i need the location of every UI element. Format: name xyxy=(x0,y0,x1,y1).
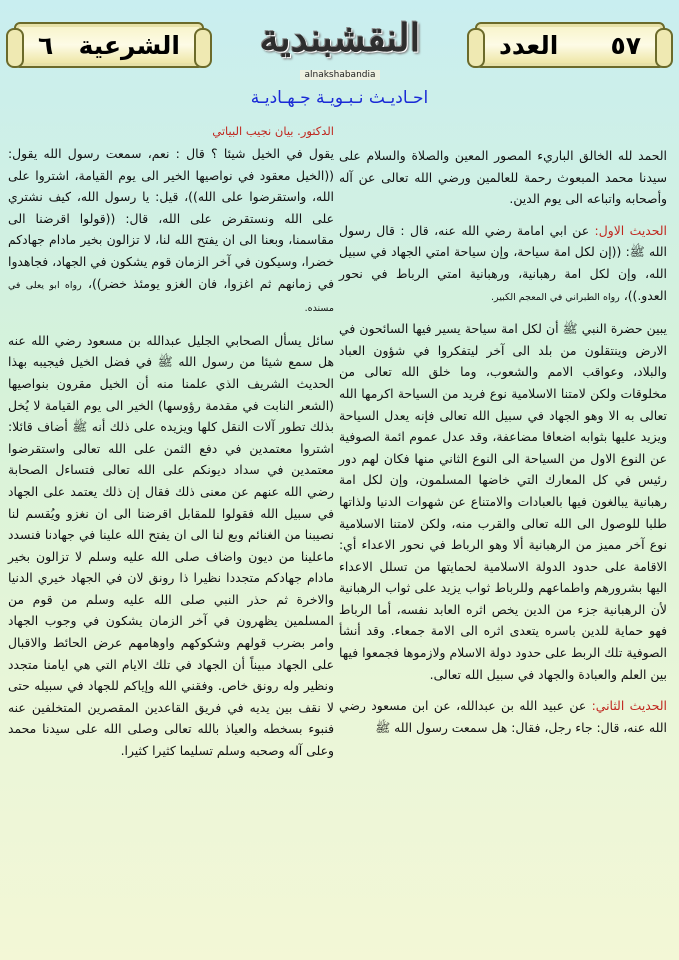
hadith-1-source: رواه الطبراني في المعجم الكبير. xyxy=(490,291,620,303)
page-header xyxy=(0,0,679,95)
author-name: الدكتور. بيان نجيب البياتي xyxy=(212,124,334,138)
hadith-1-paragraph xyxy=(339,220,667,308)
hadith-1-text: عن ابي امامة رضي الله عنه، قال : قال رسول الله ﷺ: ((إن لكل امة سياحة، وإن سياحة امتي الجهاد في سبيل الله، وإن لكل امة رهبانية، ورهبانية امتي الرباط في نحور العدو.))، xyxy=(339,222,667,303)
issue-label: العدد xyxy=(499,30,559,60)
hadith-2-text: عن عبيد الله بن عبدالله، عن ابن مسعود رضي الله عنه، قال: جاء رجل، فقال: هل سمعت رسول الله ﷺ xyxy=(339,698,667,735)
logo-wordmark: النقشبندية xyxy=(259,15,421,60)
magazine-logo xyxy=(244,14,436,80)
article-series-title: احـاديـث نـبـويـة جـهـاديـة xyxy=(250,88,429,108)
left-column xyxy=(8,123,334,772)
section-banner xyxy=(14,22,204,68)
hadith-1-explanation: يبين حضرة النبي ﷺ أن لكل امة سياحة يسير فيها السائحون في الارض وينتقلون من بلد الى آخر ليتفكروا في شؤون العباد والبلاد، وعواقب الامم والشعوب، وما خلق الله تعالى من مخلوقات ولكن لامتنا الاسلامية نوع فريد من السياحة اكرمها الله تعالى به الا وهو الجهاد في سبيل الله تعالى فإنه يعدل السياحة ويزيد عليها بثوابه اضعافا مضاعفة، وقد عدل عموم ائمة الصوفية عن النوع الاول من السياحة الى النوع الثاني منها فكان لهم دور رئيس في كل المعارك التي خاضها المسلمون، وإن لكل امة رهبانية يبالغون فيها بالعبادات والامتناع عن شهوات الدنيا ولذاتها طلبا للوصول الى الله تعالى والقرب منه، ولكن لامتنا الاسلامية نوع آخر مميز من الرهبانية ألا وهو الرباط في نحور الاعداء أي: الاقامة على حدود الدولة الاسلامية لحمايتها من تسلل الاعداء اليها بشرورهم واطماعهم وللرباط ثواب يزيد على ثواب الرهبانية لأن الرهبانية جزء من الدين يخص اثره العابد نفسه، أما الرباط فهو حماية للدين باسره يتعدى اثره الى الامة جمعاء. وقد أنشأ الصوفية تلك الربط على حدود دولة الاسلام ولازموها فجمعوا فيها بين العلم والعبادة والجهاد في سبيل الله تعالى. xyxy=(339,321,667,682)
hadith-2-cont-text: يقول في الخيل شيئا ؟ قال : نعم، سمعت رسول الله يقول: ((الخيل معقود في نواصيها الخير الى يوم القيامة، اشتروا على الله، واستقرضوا على الله))، قيل: يا رسول الله، كيف نشتري على الله ونستقرض على الله، قال: ((قولوا اقرضنا الى مقاسمنا، وبعنا الى ان يفتح الله لنا، لا تزالون بخير مادام جهادكم خضرا، وسيكون في آخر الزمان قوم يشكون في الجهاد، فجاهدوا في زمانهم ثم اغزوا، فان الغزو يومئذ خضر))، xyxy=(8,146,334,291)
hadith-2-continuation xyxy=(8,143,334,320)
hadith-1-label: الحديث الاول: xyxy=(594,222,667,238)
issue-banner xyxy=(475,22,665,68)
intro-paragraph: الحمد لله الخالق الباريء المصور المعين والصلاة والسلام على سيدنا محمد المبعوث رحمة للعالمين ورضي الله تعالى عن آله وأصحابه واتباعه الى يوم الدين. xyxy=(339,148,667,207)
hadith-2-explanation: سائل يسأل الصحابي الجليل عبدالله بن مسعود رضي الله عنه هل سمع شيئا من رسول الله ﷺ في فضل الخيل فيجيبه بهذا الحديث الشريف الذي علمنا منه أن الخيل مقرون بنواصيها (الشعر النابت في مقدمة رؤوسها) الخير الى يوم القيامة لا يُخل بذلك تطور آلات النقل كلها ويزيده على ذلك أنه ﷺ أضاف قائلا: اشتروا معتمدين في دفع الثمن على الله تعالى واستقرضوا معتمدين في سداد ديونكم على الله تعالى فتساءل الصحابة رضي الله عنهم عن معنى ذلك فقال إن ذلك يعتمد على الجهاد في سبيل الله فقولوا للمقابل اقرضنا الى ان نغزو ويُقسم لنا نصيبنا من الغنائم وبع لنا الى ان يفتح الله علينا في جهادنا فنسدد ماعلينا من ديون واضاف صلى الله عليه وسلم لا تزالون بخير مادام جهادكم متجددا نظيرا ذا رونق لان في الجهاد خيري الدنيا والاخرة ثم حذر النبي صلى الله عليه وسلم من قوم من المسلمين يظهرون في آخر الزمان يشكون في وجوب الجهاد وامر بضرب قولهم وشكوكهم واوهامهم عرض الحائط والاقبال على الجهاد مبيناً أن الجهاد في تلك الايام التي هي ايامنا متجدد ونظير وله رونق خاص. وفقني الله وإياكم للجهاد في سبيله حتى لا نقف بين يديه في فريق القاعدين المقصرين المتخلفين عنه فنبوء بسخطه والعياذ بالله تعالى وصلى الله على سيدنا محمد وعلى آله وصحبه وسلم تسليما كثيرا كثيرا. xyxy=(8,332,334,759)
issue-number: ٥٧ xyxy=(610,30,641,60)
hadith-2-source: رواه ابو يعلى في مسنده. xyxy=(8,279,334,315)
hadith-2-paragraph xyxy=(339,695,667,738)
right-column xyxy=(339,145,667,748)
page-number: ٦ xyxy=(38,30,54,60)
section-label: الشرعية xyxy=(78,30,180,60)
logo-url: alnakshabandia xyxy=(300,70,379,80)
hadith-2-label: الحديث الثاني: xyxy=(591,698,667,714)
